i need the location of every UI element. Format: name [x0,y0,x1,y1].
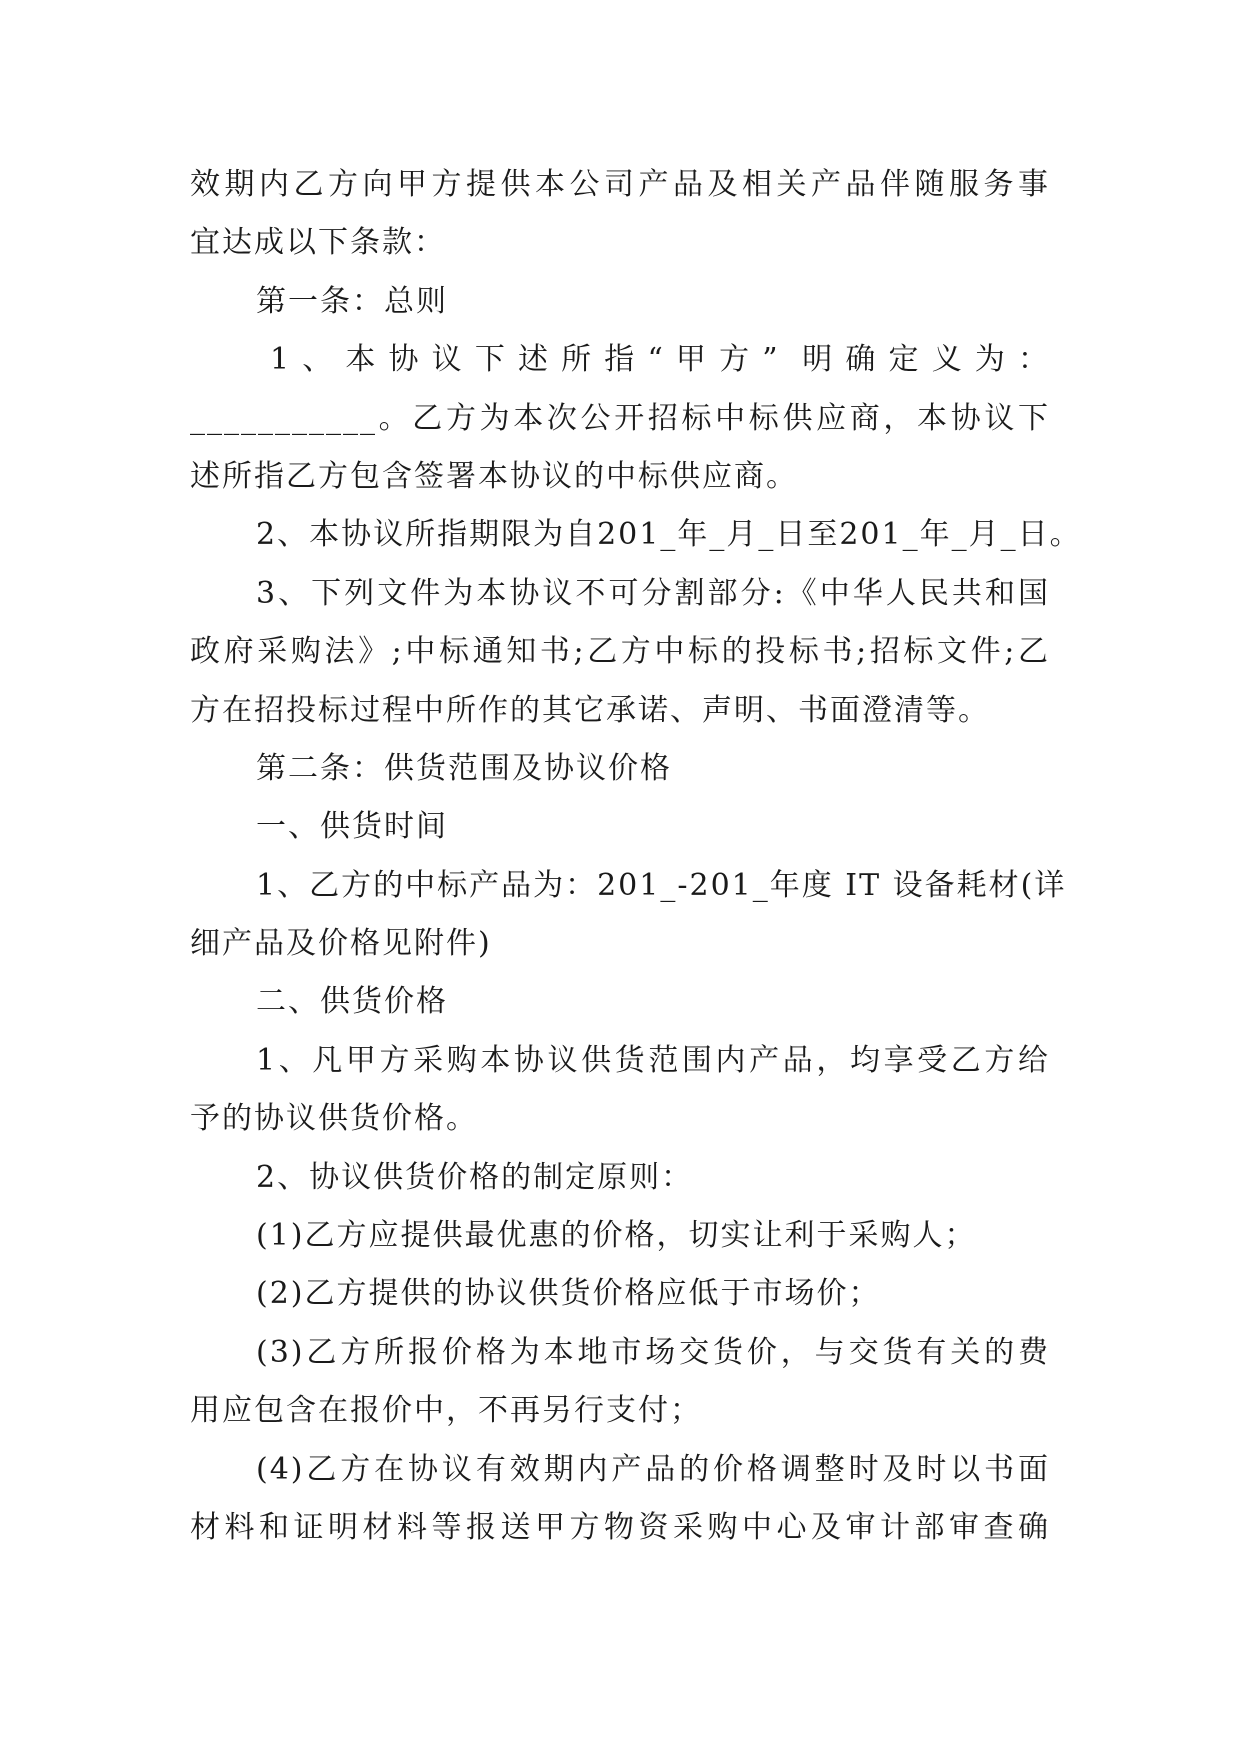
subsection-heading: 二、供货价格 [256,984,448,1020]
paragraph-line: 予的协议供货价格。 [190,1101,478,1137]
paragraph-line: ___________。乙方为本次公开招标中标供应商，本协议下 [190,400,1050,436]
paragraph-line: 1、乙方的中标产品为：201_-201_年度 IT 设备耗材(详 [256,867,1067,903]
paragraph-line: 效期内乙方向甲方提供本公司产品及相关产品伴随服务事 [190,167,1050,202]
list-item-continuation: 用应包含在报价中，不再另行支付； [190,1393,702,1429]
document-body [190,156,1082,1557]
list-item: (2)乙方提供的协议供货价格应低于市场价； [256,1276,881,1312]
list-item: (3)乙方所报价格为本地市场交货价，与交货有关的费 [256,1334,1050,1370]
paragraph-line: 宜达成以下条款： [190,225,446,261]
paragraph-line: 1、凡甲方采购本协议供货范围内产品，均享受乙方给 [256,1042,1050,1078]
paragraph-line: 2、本协议所指期限为自201_年_月_日至201_年_月_日。 [256,517,1082,553]
paragraph-line: 3、下列文件为本协议不可分割部分:《中华人民共和国 [256,575,1050,611]
paragraph-line: 2、协议供货价格的制定原则： [256,1159,694,1195]
paragraph-line: 细产品及价格见附件) [190,926,492,962]
section-heading: 第一条：总则 [256,283,448,319]
list-item: (4)乙方在协议有效期内产品的价格调整时及时以书面 [256,1451,1050,1487]
paragraph-line: 述所指乙方包含签署本协议的中标供应商。 [190,458,798,494]
paragraph-line: 政府采购法》;中标通知书;乙方中标的投标书;招标文件;乙 [190,634,1050,670]
paragraph-line: 1、本协议下述所指“甲方” 明确定义为： [270,342,1050,378]
subsection-heading: 一、供货时间 [256,809,448,845]
list-item-continuation: 材料和证明材料等报送甲方物资采购中心及审计部审查确 [190,1509,1050,1545]
paragraph-line: 方在招投标过程中所作的其它承诺、声明、书面澄清等。 [190,692,990,728]
section-heading: 第二条：供货范围及协议价格 [256,750,672,786]
list-item: (1)乙方应提供最优惠的价格，切实让利于采购人； [256,1218,977,1254]
